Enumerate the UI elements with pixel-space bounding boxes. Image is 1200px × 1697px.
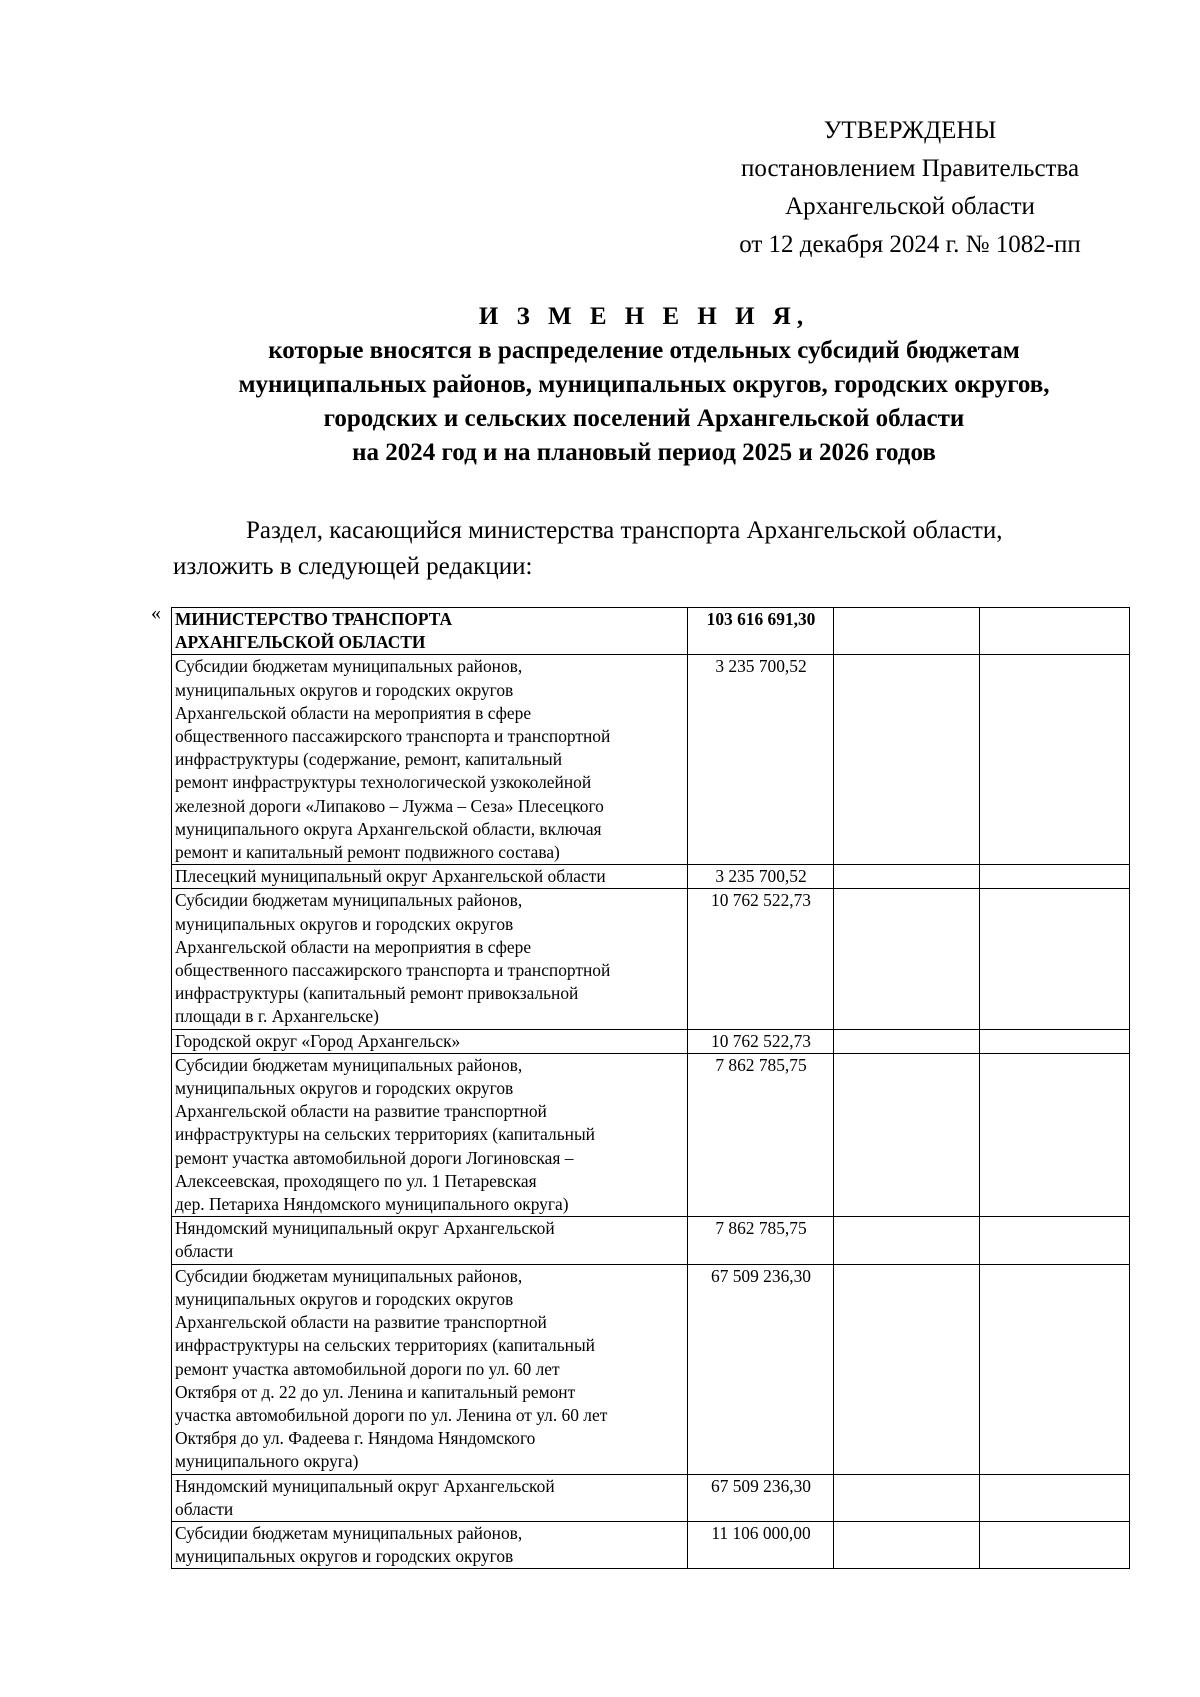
amount-2026-cell: [980, 1264, 1130, 1474]
row-name-line: железной дороги «Липаково – Лужма – Сеза» Плесецкого: [175, 795, 604, 816]
amount-2025-cell: [834, 889, 980, 1029]
amount-2024-cell: 10 762 522,73: [688, 1029, 834, 1053]
amount-2024-cell: 3 235 700,52: [688, 865, 834, 889]
row-name-line: муниципальных округов и городских округов: [175, 1546, 514, 1567]
amount-2024-cell: 3 235 700,52: [688, 655, 834, 865]
approval-line: Архангельской области: [785, 193, 1035, 220]
row-name-line: муниципальных округов и городских округов: [175, 679, 514, 700]
row-name-line: Субсидии бюджетам муниципальных районов,: [175, 1265, 523, 1286]
amount-2025-cell: [834, 1029, 980, 1053]
amount-2026-cell: [980, 1521, 1130, 1568]
row-name-line: Архангельской области на развитие транспортной: [175, 1101, 547, 1122]
row-name-cell: [172, 1029, 688, 1053]
row-name-line: Субсидии бюджетам муниципальных районов,: [175, 1522, 523, 1543]
table-row: [172, 1474, 1130, 1521]
document-heading: [150, 300, 1138, 470]
amount-2024-cell: 7 862 785,75: [688, 1053, 834, 1216]
amount-2026-cell: [980, 1474, 1130, 1521]
table-row: [172, 1521, 1130, 1568]
approval-block: [690, 112, 1130, 264]
document-subtitle-line: муниципальных районов, муниципальных округов, городских округов,: [238, 371, 1050, 398]
table-row: [172, 1264, 1130, 1474]
amount-2026-cell: [980, 1217, 1130, 1264]
row-name-line: ремонт инфраструктуры технологической узкоколейной: [175, 772, 592, 793]
amount-2025-cell: [834, 608, 980, 655]
row-name-line: дер. Петариха Няндомского муниципального округа): [175, 1194, 569, 1215]
row-name-line: общественного пассажирского транспорта и транспортной: [175, 960, 611, 981]
row-name-line: Архангельской области на мероприятия в сфере: [175, 936, 532, 957]
approval-line: постановлением Правительства: [740, 155, 1080, 182]
row-name-line: участка автомобильной дороги по ул. Ленина от ул. 60 лет: [175, 1404, 608, 1425]
amount-2025-cell: [834, 865, 980, 889]
document-title: И З М Е Н Е Н И Я,: [478, 303, 810, 330]
approval-line: УТВЕРЖДЕНЫ: [823, 117, 997, 144]
amount-2025-cell: [834, 1264, 980, 1474]
document-subtitle-line: которые вносятся в распределение отдельных субсидий бюджетам: [268, 337, 1020, 364]
row-name-line: Субсидии бюджетам муниципальных районов,: [175, 890, 523, 911]
row-name-cell: [172, 1053, 688, 1216]
intro-line: изложить в следующей редакции:: [173, 553, 533, 580]
row-name-line: Няндомский муниципальный округ Архангельской: [175, 1475, 555, 1496]
row-name-line: ремонт участка автомобильной дороги Логиновская –: [175, 1147, 574, 1168]
row-name-line: области: [175, 1241, 234, 1262]
table-row: [172, 865, 1130, 889]
row-name-line: муниципальных округов и городских округов: [175, 1288, 514, 1309]
row-name-line: ремонт участка автомобильной дороги по ул. 60 лет: [175, 1358, 560, 1379]
intro-line: Раздел, касающийся министерства транспорта Архангельской области,: [246, 517, 1003, 544]
row-name-cell: [172, 889, 688, 1029]
row-name-cell: [172, 1474, 688, 1521]
row-name-line: Няндомский муниципальный округ Архангельской: [175, 1218, 555, 1239]
row-name-cell: [172, 608, 688, 655]
amount-2024-cell: 7 862 785,75: [688, 1217, 834, 1264]
amount-2026-cell: [980, 1029, 1130, 1053]
row-name-line: инфраструктуры на сельских территориях (капитальный: [175, 1335, 595, 1356]
document-subtitle-line: на 2024 год и на плановый период 2025 и 2026 годов: [352, 439, 936, 466]
subsidy-distribution-table: [171, 607, 1130, 1569]
amount-2026-cell: [980, 608, 1130, 655]
intro-paragraph: [173, 513, 1128, 585]
row-name-line: Архангельской области на мероприятия в сфере: [175, 702, 532, 723]
row-name-line: Октября до ул. Фадеева г. Няндома Няндомского: [175, 1428, 536, 1449]
row-name-line: инфраструктуры на сельских территориях (капитальный: [175, 1124, 595, 1145]
amount-2026-cell: [980, 865, 1130, 889]
row-name-cell: [172, 655, 688, 865]
amount-2026-cell: [980, 889, 1130, 1029]
row-name-cell: [172, 865, 688, 889]
row-name-line: муниципальных округов и городских округов: [175, 913, 514, 934]
row-name-line: Субсидии бюджетам муниципальных районов,: [175, 1054, 523, 1075]
amount-2025-cell: [834, 1474, 980, 1521]
approval-line: от 12 декабря 2024 г. № 1082-пп: [739, 231, 1081, 258]
table-row: [172, 608, 1130, 655]
row-name-line: общественного пассажирского транспорта и транспортной: [175, 726, 611, 747]
row-name-line: площади в г. Архангельске): [175, 1006, 379, 1027]
amount-2024-cell: 67 509 236,30: [688, 1474, 834, 1521]
table-row: [172, 655, 1130, 865]
table-row: [172, 1029, 1130, 1053]
row-name-line: муниципального округа Архангельской области, включая: [175, 818, 602, 839]
amount-2025-cell: [834, 1217, 980, 1264]
row-name-cell: [172, 1264, 688, 1474]
row-name-line: области: [175, 1498, 234, 1519]
amount-2024-cell: 103 616 691,30: [688, 608, 834, 655]
document-subtitle-line: городских и сельских поселений Архангельской области: [323, 405, 965, 432]
amount-2025-cell: [834, 655, 980, 865]
amount-2024-cell: 10 762 522,73: [688, 889, 834, 1029]
amount-2026-cell: [980, 1053, 1130, 1216]
row-name-line: МИНИСТЕРСТВО ТРАНСПОРТА: [175, 609, 453, 629]
amount-2024-cell: 67 509 236,30: [688, 1264, 834, 1474]
amount-2026-cell: [980, 655, 1130, 865]
row-name-line: Городской округ «Город Архангельск»: [175, 1030, 461, 1051]
row-name-line: Алексеевская, проходящего по ул. 1 Петаревская: [175, 1170, 537, 1191]
row-name-cell: [172, 1521, 688, 1568]
row-name-line: муниципальных округов и городских округов: [175, 1078, 514, 1099]
opening-quote-mark: «: [151, 602, 161, 624]
row-name-cell: [172, 1217, 688, 1264]
amount-2025-cell: [834, 1521, 980, 1568]
row-name-line: инфраструктуры (содержание, ремонт, капитальный: [175, 749, 563, 770]
row-name-line: муниципального округа): [175, 1451, 359, 1472]
table-body: [172, 608, 1130, 1569]
table-row: [172, 1053, 1130, 1216]
table-row: [172, 889, 1130, 1029]
row-name-line: АРХАНГЕЛЬСКОЙ ОБЛАСТИ: [175, 632, 426, 653]
table-row: [172, 1217, 1130, 1264]
amount-2024-cell: 11 106 000,00: [688, 1521, 834, 1568]
row-name-line: ремонт и капитальный ремонт подвижного состава): [175, 842, 560, 863]
row-name-line: Октября от д. 22 до ул. Ленина и капитальный ремонт: [175, 1381, 576, 1402]
row-name-line: Плесецкий муниципальный округ Архангельской области: [175, 866, 606, 887]
row-name-line: Субсидии бюджетам муниципальных районов,: [175, 656, 523, 677]
amount-2025-cell: [834, 1053, 980, 1216]
row-name-line: Архангельской области на развитие транспортной: [175, 1312, 547, 1333]
row-name-line: инфраструктуры (капитальный ремонт привокзальной: [175, 983, 579, 1004]
